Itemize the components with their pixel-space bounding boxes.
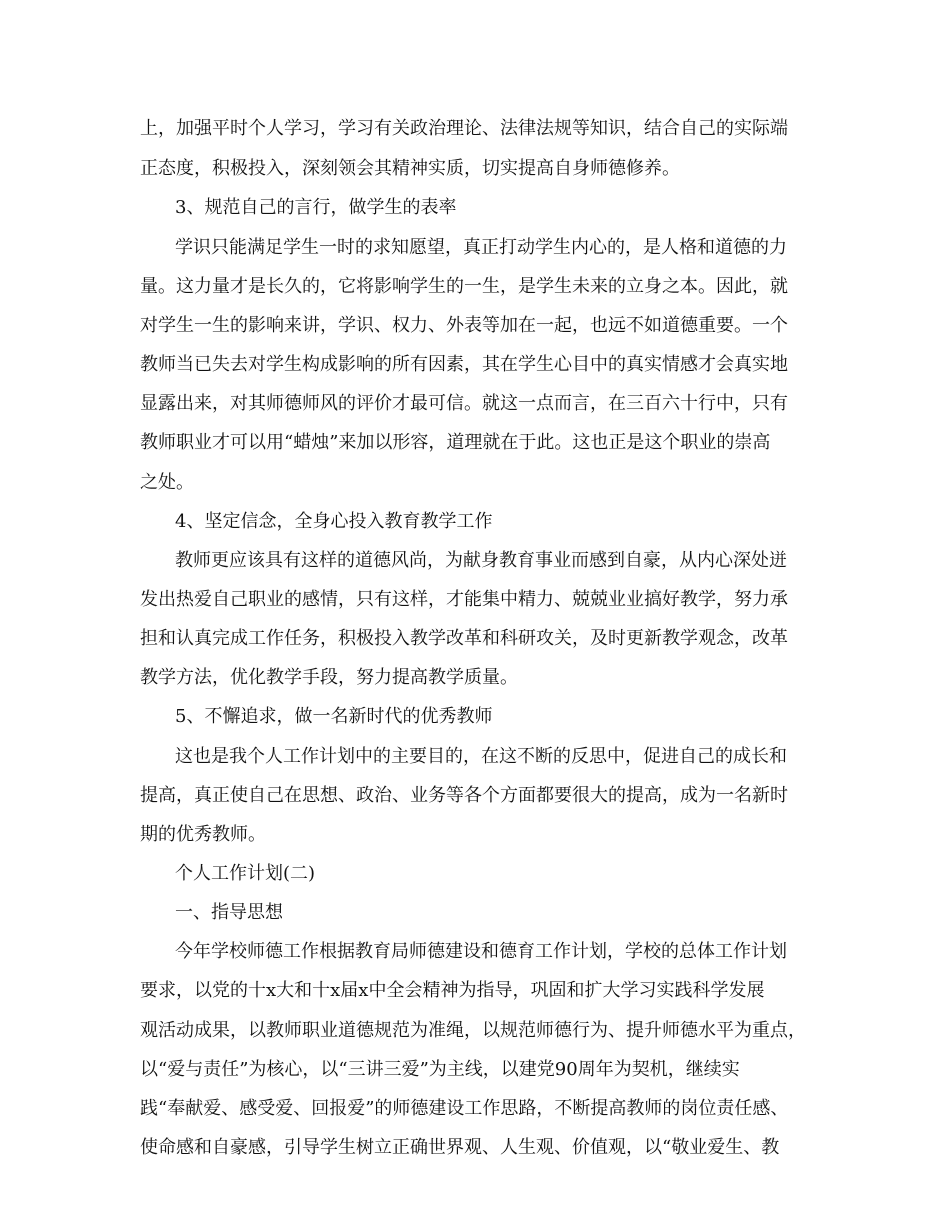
text-line-5: 量。这力量才是长久的，它将影响学生的一生，是学生未来的立身之本。因此，就 xyxy=(140,276,788,297)
text-line-8: 显露出来，对其师德师风的评价才最可信。就这一点而言，在三百六十行中，只有 xyxy=(140,393,788,414)
text-line-24: 观活动成果，以教师职业道德规范为准绳，以规范师德行为、提升师德水平为重点， xyxy=(140,1020,806,1041)
text-line-12: 教师更应该具有这样的道德风尚，为献身教育事业而感到自豪，从内心深处迸 xyxy=(175,550,787,571)
text-line-17: 这也是我个人工作计划中的主要目的，在这不断的反思中，促进自己的成长和 xyxy=(175,746,787,767)
text-line-26: 践“奉献爱、感受爱、回报爱”的师德建设工作思路，不断提高教师的岗位责任感、 xyxy=(140,1098,789,1119)
text-line-25: 以“爱与责任”为核心，以“三讲三爱”为主线，以建党90周年为契机，继续实 xyxy=(140,1059,740,1080)
section-heading-5: 5、不懈追求，做一名新时代的优秀教师 xyxy=(175,706,493,727)
text-line-13: 发出热爱自己职业的感情，只有这样，才能集中精力、兢兢业业搞好教学，努力承 xyxy=(140,589,788,610)
text-line-23: 要求，以党的十x大和十x届x中全会精神为指导，巩固和扩大学习实践科学发展 xyxy=(140,980,765,1001)
text-line-6: 对学生一生的影响来讲，学识、权力、外表等加在一起，也远不如道德重要。一个 xyxy=(140,315,788,336)
text-line-2: 正态度，积极投入，深刻领会其精神实质，切实提高自身师德修养。 xyxy=(140,158,680,179)
text-line-10: 之处。 xyxy=(140,472,194,493)
section-heading-guiding: 一、指导思想 xyxy=(175,902,283,923)
text-line-15: 教学方法，优化教学手段，努力提高教学质量。 xyxy=(140,667,518,688)
text-line-27: 使命感和自豪感，引导学生树立正确世界观、人生观、价值观，以“敬业爱生、教 xyxy=(140,1137,780,1158)
plan-title: 个人工作计划(二) xyxy=(175,863,316,884)
text-line-18: 提高，真正使自己在思想、政治、业务等各个方面都要很大的提高，成为一名新时 xyxy=(140,785,788,806)
section-heading-4: 4、坚定信念，全身心投入教育教学工作 xyxy=(175,511,493,532)
text-line-14: 担和认真完成工作任务，积极投入教学改革和科研攻关，及时更新教学观念，改革 xyxy=(140,628,788,649)
text-line-22: 今年学校师德工作根据教育局师德建设和德育工作计划，学校的总体工作计划 xyxy=(175,941,787,962)
text-line-1: 上，加强平时个人学习，学习有关政治理论、法律法规等知识，结合自己的实际端 xyxy=(140,118,788,139)
section-heading-3: 3、规范自己的言行，做学生的表率 xyxy=(175,197,457,218)
text-line-9: 教师职业才可以用“蜡烛”来加以形容，道理就在于此。这也正是这个职业的崇高 xyxy=(140,432,771,453)
text-line-4: 学识只能满足学生一时的求知愿望，真正打动学生内心的，是人格和道德的力 xyxy=(175,237,787,258)
text-line-19: 期的优秀教师。 xyxy=(140,824,266,845)
text-line-7: 教师当已失去对学生构成影响的所有因素，其在学生心目中的真实情感才会真实地 xyxy=(140,354,788,375)
